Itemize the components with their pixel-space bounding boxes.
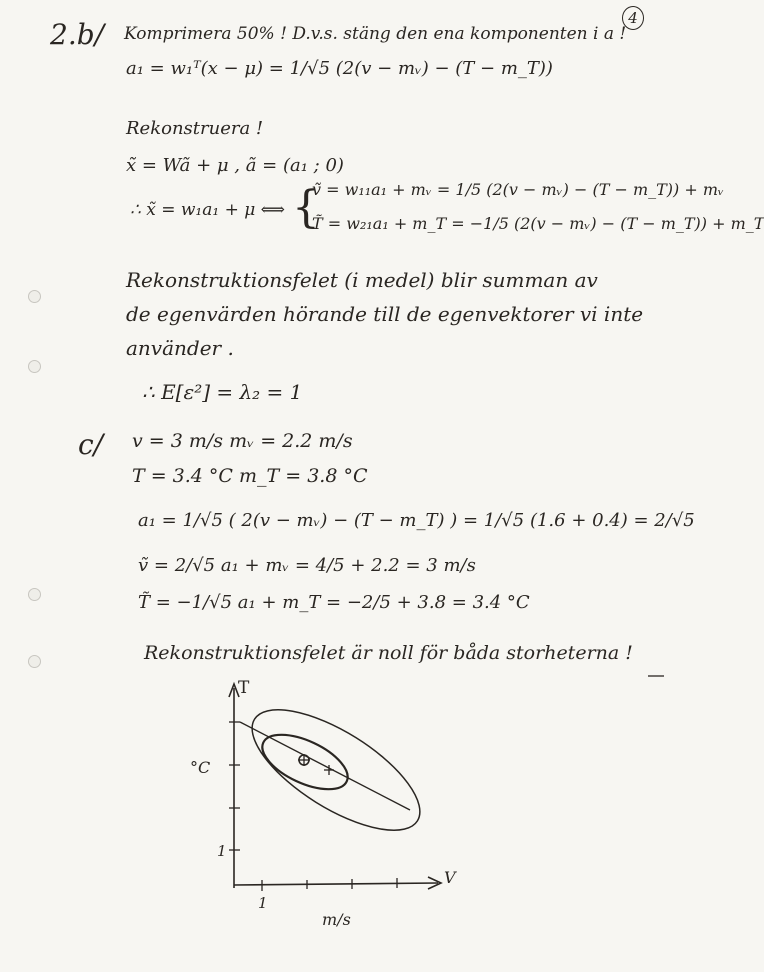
page-number: 4 (622, 6, 644, 30)
xhat-formula: x̃ = Wã + μ , ã = (a₁ ; 0) (126, 155, 344, 176)
rek-felet-line-1: Rekonstruktionsfelet (i medel) blir summan av (126, 268, 598, 292)
rek-felet-line-3: använder . (126, 336, 234, 360)
therefore-prefix: ∴ x̃ = w₁a₁ + μ ⟺ (130, 200, 286, 220)
section-label-c: c/ (78, 428, 104, 461)
x-axis-line (234, 883, 438, 885)
a1-calculation: a₁ = 1/√5 ( 2(v − mᵥ) − (T − m_T) ) = 1/√5 (1.6 + 0.4) = 2/√5 (138, 510, 695, 531)
x-unit-label: m/s (322, 910, 351, 929)
T-tilde-calculation: T̃ = −1/√5 a₁ + m_T = −2/5 + 3.8 = 3.4 °C (138, 592, 530, 613)
y-tick-label: 1 (217, 842, 227, 860)
x-axis-label: V (444, 868, 456, 887)
v-tilde-equation: ṽ = w₁₁a₁ + mᵥ = 1/5 (2(v − mᵥ) − (T − m_T)) + mᵥ (312, 180, 724, 199)
a1-formula: a₁ = w₁ᵀ(x − μ) = 1/√5 (2(v − mᵥ) − (T − m_T)) (126, 58, 553, 79)
T-values: T = 3.4 °C m_T = 3.8 °C (132, 465, 368, 487)
header-instruction: Komprimera 50% ! D.v.s. stäng den ena komponenten i a ! (124, 24, 627, 44)
v-tilde-calculation: ṽ = 2/√5 a₁ + mᵥ = 4/5 + 2.2 = 3 m/s (138, 555, 476, 576)
system-brace: { (292, 182, 320, 233)
y-unit-label: °C (190, 758, 211, 777)
conclusion-text: Rekonstruktionsfelet är noll för båda storheterna ! (144, 642, 633, 664)
v-values: v = 3 m/s mᵥ = 2.2 m/s (132, 430, 353, 452)
principal-component-line (240, 722, 410, 810)
outer-ellipse (234, 687, 437, 853)
rek-felet-line-2: de egenvärden hörande till de egenvektorer vi inte (126, 302, 644, 326)
expectation-equation: ∴ E[ε²] = λ₂ = 1 (142, 380, 303, 404)
x-tick-label: 1 (258, 894, 268, 912)
rekonstruera-heading: Rekonstruera ! (126, 118, 264, 139)
section-label-2b: 2.b/ (50, 18, 105, 51)
y-axis-label: T (238, 678, 250, 698)
inner-ellipse (254, 724, 355, 801)
T-tilde-equation: T̃ = w₂₁a₁ + m_T = −1/5 (2(v − mᵥ) − (T − m_T)) + m_T (312, 214, 764, 233)
